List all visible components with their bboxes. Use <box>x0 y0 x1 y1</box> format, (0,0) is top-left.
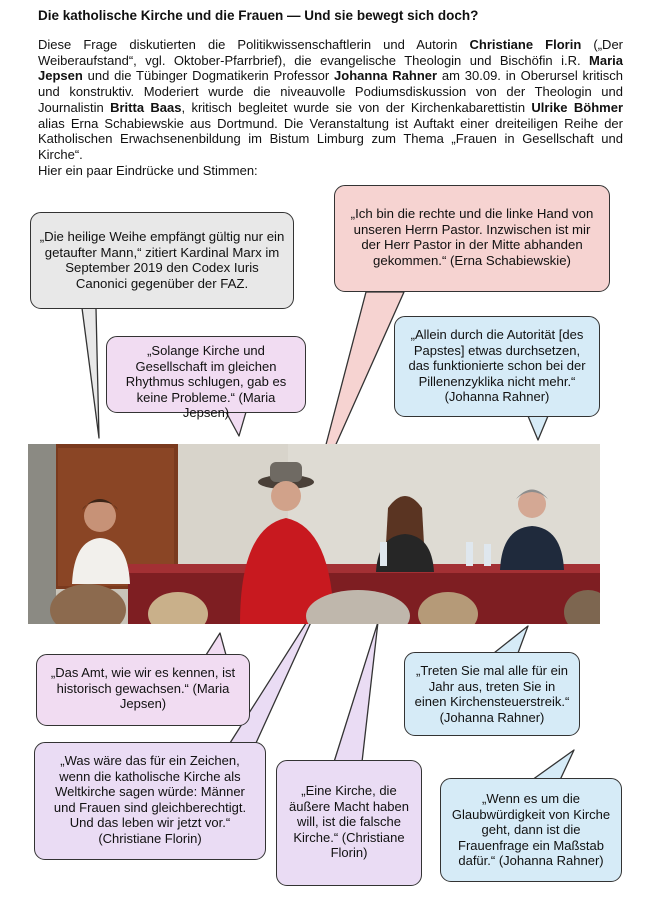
intro-lead-in: Hier ein paar Eindrücke und Stimmen: <box>38 162 258 178</box>
quote-bubble-erna-schabiewskie <box>334 185 610 292</box>
tail-q8 <box>334 622 378 762</box>
intro-text: („Der Weiberaufstand“, vgl. Oktober-Pfarrbrief), die evangelische Theologin und Bischöfin i.R. <box>38 37 623 68</box>
quote-bubble-maria-jepsen-2 <box>36 654 250 726</box>
intro-text: Diese Frage diskutierten die Politikwissenschaftlerin und Autorin <box>38 37 470 52</box>
panel-discussion-photo <box>28 444 600 624</box>
quote-text: „Wenn es um die Glaubwürdigkeit von Kirche geht, dann ist die Frauenfrage ein Maßstab dafür.“ (Johanna Rahner) <box>451 791 611 868</box>
name-johanna-rahner: Johanna Rahner <box>334 68 438 84</box>
quote-bubble-kardinal-marx <box>30 212 294 309</box>
tail-q6 <box>494 626 528 653</box>
tail-q4 <box>528 416 548 440</box>
quote-text: „Die heilige Weihe empfängt gültig nur ein getaufter Mann,“ zitiert Kardinal Marx im September 2019 den Codex Iuris Canonici gegenüber der FAZ. <box>39 229 285 291</box>
event-photo <box>28 444 600 624</box>
quote-text: „Ich bin die rechte und die linke Hand von unseren Herrn Pastor. Inzwischen ist mir der Herr Pastor in der Mitte abhanden gekommen.“ (Erna Schabiewskie) <box>350 206 594 268</box>
intro-text: alias Erna Schabiewskie aus Dortmund. Die Veranstaltung ist Auftakt einer dreiteiligen Reihe der Katholischen Erwachsenenbildung im Bistum Limburg zum Thema „Frauen in Gesellschaft und Kirche“. <box>38 115 623 162</box>
quote-text: „Was wäre das für ein Zeichen, wenn die katholische Kirche als Weltkirche sagen würde: Männer und Frauen sind gleichberechtigt. Und das leben wir jetzt vor.“ (Christiane Florin) <box>53 753 247 846</box>
quote-bubble-christiane-florin-1 <box>34 742 266 860</box>
article-title: Die katholische Kirche und die Frauen — Und sie bewegt sich doch? <box>38 8 479 23</box>
quote-text: „Allein durch die Autorität [des Papstes] etwas durchsetzen, das funktionierte schon bei der Pillenenzyklika nicht mehr.“ (Johanna Rahner) <box>408 327 586 404</box>
tail-q5 <box>206 633 226 655</box>
quote-bubble-johanna-rahner-3 <box>440 778 622 882</box>
quote-text: „Solange Kirche und Gesellschaft im gleichen Rhythmus schlugen, gab es keine Probleme.“ (Maria Jepsen) <box>125 343 287 420</box>
quote-bubble-christiane-florin-2 <box>276 760 422 886</box>
name-maria-jepsen: Maria Jepsen <box>38 52 623 84</box>
tail-q9 <box>532 750 574 780</box>
name-christiane-florin: Christiane Florin <box>469 37 582 52</box>
quote-text: „Eine Kirche, die äußere Macht haben will, ist die falsche Kirche.“ (Christiane Florin) <box>289 783 409 860</box>
intro-text: und die Tübinger Dogmatikerin Professor <box>82 68 335 84</box>
quote-bubble-johanna-rahner-1 <box>394 316 600 417</box>
quote-text: „Treten Sie mal alle für ein Jahr aus, treten Sie in einen Kirchensteuerstreik.“ (Johanna Rahner) <box>414 663 570 725</box>
intro-text: am 30.09. in Oberursel kritisch und konstruktiv. Moderiert wurde die niveauvolle Podiumsdiskussion von der Theologin und Journalistin <box>38 68 624 115</box>
intro-text: , kritisch begleitet wurde sie von der Kirchenkabarettistin <box>181 99 532 115</box>
quote-bubble-maria-jepsen-1 <box>106 336 306 420</box>
quote-text: „Das Amt, wie wir es kennen, ist historisch gewachsen.“ (Maria Jepsen) <box>50 665 236 711</box>
quote-bubble-johanna-rahner-2 <box>404 652 580 736</box>
name-britta-baas: Britta Baas <box>110 99 182 115</box>
name-ulrike-boehmer: Ulrike Böhmer <box>531 99 624 115</box>
tail-q1 <box>82 308 99 438</box>
